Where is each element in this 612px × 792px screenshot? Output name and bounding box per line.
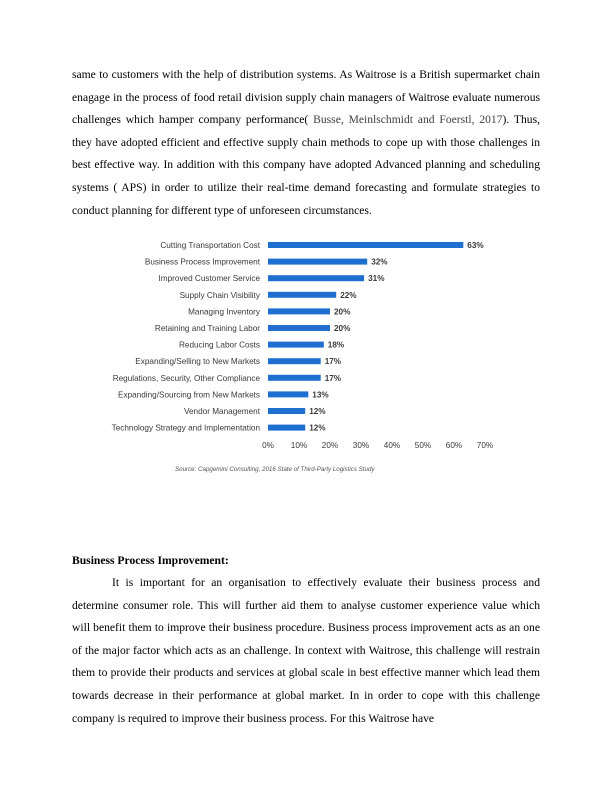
value-label: 17% — [324, 357, 342, 367]
value-label: 17% — [324, 373, 342, 383]
x-tick-label: 50% — [414, 441, 432, 451]
bars-group — [112, 241, 485, 433]
bar — [268, 391, 308, 397]
value-label: 20% — [334, 324, 351, 333]
x-tick-label: 10% — [290, 441, 308, 451]
bar — [268, 408, 305, 414]
x-axis-ticks — [262, 441, 493, 450]
bar — [268, 292, 336, 298]
bar — [268, 375, 321, 381]
challenges-bar-chart — [86, 234, 526, 474]
bar — [268, 425, 305, 431]
category-label: Expanding/Sourcing from New Markets — [118, 390, 260, 400]
bar — [268, 325, 330, 331]
paragraph-text-start: same to customers with the help of distribution systems. As Waitrose is a British supermarket chain enagage in the process of food retail division supply chain managers of Waitrose evaluate numerous challenges which hamper company performance( — [72, 68, 540, 127]
bar — [268, 275, 364, 281]
bar — [268, 308, 330, 314]
category-label: Expanding/Selling to New Markets — [135, 357, 260, 367]
category-label: Vendor Management — [183, 407, 260, 416]
x-tick-label: 20% — [321, 441, 339, 451]
bar — [268, 342, 324, 348]
value-label: 18% — [327, 340, 345, 350]
chart-source-note: Source: Capgemini Consulting, 2016 State of Third-Party Logistics Study — [175, 466, 375, 473]
x-tick-label: 60% — [445, 441, 463, 451]
section-heading: Business Process Improvement: — [72, 554, 229, 567]
bar — [268, 358, 321, 364]
category-label: Managing Inventory — [188, 307, 260, 317]
category-label: Cutting Transportation Cost — [160, 241, 260, 250]
paragraph-text-end: ). Thus, they have adopted efficient and effective supply chain methods to cope up with those challenges in best effective way. In addition with this company have adopted Advanced planning and scheduling systems ( APS) in order to utilize their real-time demand forecasting and formulate strategies to conduct planning for different type of unforeseen circumstances. — [72, 113, 540, 217]
body-paragraph-section: It is important for an organisation to effectively evaluate their business process and determine consumer role. This will further aid them to analyse customer experience value which will benefit them to improve their business procedure. Business process improvement acts as an one of the major factor which acts as an challenge. In context with Waitrose, this challenge will restrain them to provide their products and services at global scale in best effective manner which lead them towards decrease in their performance at global market. In in order to cope with this challenge company is required to improve their business process. For this Waitrose have — [72, 576, 540, 725]
bar — [268, 259, 367, 265]
citation: Busse, Meinlschmidt and Foerstl, 2017 — [313, 113, 503, 127]
value-label: 63% — [467, 241, 484, 250]
x-tick-label: 70% — [476, 441, 494, 451]
category-label: Supply Chain Visibility — [179, 290, 260, 300]
x-tick-label: 40% — [383, 441, 401, 451]
bar — [268, 242, 463, 248]
category-label: Business Process Improvement — [144, 257, 260, 267]
body-paragraph-intro — [72, 64, 540, 222]
category-label: Improved Customer Service — [158, 274, 260, 284]
value-label: 22% — [340, 290, 357, 300]
value-label: 20% — [334, 307, 351, 317]
x-tick-label: 0% — [262, 441, 274, 451]
value-label: 32% — [371, 257, 388, 267]
category-label: Technology Strategy and Implementation — [111, 423, 260, 433]
x-tick-label: 30% — [352, 441, 370, 451]
value-label: 12% — [309, 407, 326, 416]
category-label: Retaining and Training Labor — [154, 324, 260, 333]
value-label: 13% — [312, 390, 329, 400]
value-label: 12% — [309, 423, 326, 433]
value-label: 31% — [368, 274, 385, 284]
category-label: Reducing Labor Costs — [178, 340, 260, 350]
category-label: Regulations, Security, Other Compliance — [112, 373, 260, 383]
